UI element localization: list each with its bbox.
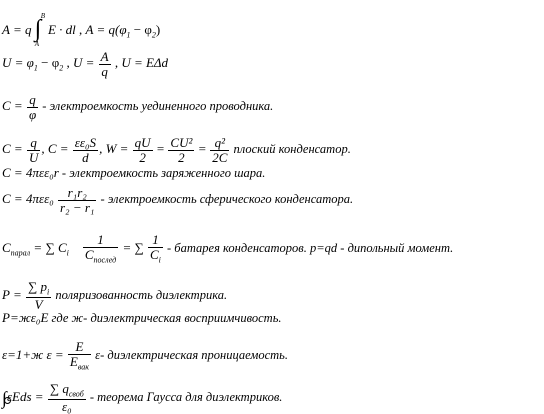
sub-series: послед (93, 255, 117, 265)
e-vac: E (69, 353, 78, 369)
numerator: εε₀S (74, 135, 97, 150)
fraction-one-over-cseries (83, 233, 118, 265)
separator: , C = (41, 141, 72, 157)
sum-ci: = ∑ C (30, 239, 67, 255)
formula-sphere (2, 166, 265, 180)
denominator: 2 (139, 149, 146, 165)
denominator: ε₀ (61, 398, 72, 414)
description: - батарея конденсаторов. p=qd - дипольный момент. (163, 240, 454, 255)
numerator: A (100, 49, 109, 64)
integral-sign: ∫ B A (34, 12, 46, 48)
numerator: q (27, 136, 40, 151)
sub-vac: вак (77, 362, 90, 372)
denominator: 2C (212, 149, 228, 165)
equals: = (153, 141, 168, 157)
sphere-capacitance: C = 4πεε₀r (2, 165, 59, 180)
denominator: q (101, 63, 108, 79)
voltage-sep: , U = (63, 55, 98, 71)
formula-susceptibility (2, 311, 282, 325)
numerator (26, 280, 51, 298)
contour-integral-sign: ∫ (2, 387, 7, 408)
description: - электроемкость заряженного шара. (58, 166, 266, 180)
denominator (68, 355, 91, 372)
c-series: C (84, 246, 94, 262)
formula-isolated-capacitance (2, 93, 273, 121)
fraction-qu (133, 136, 153, 164)
lower-bound: A (34, 40, 40, 48)
numerator: r₁r₂ (58, 186, 96, 201)
fraction-q2 (210, 136, 229, 164)
formula-spherical-capacitor (2, 186, 353, 214)
fraction-a-over-q (99, 50, 111, 78)
sub-free: своб (68, 389, 84, 399)
sum-p: ∑ p (27, 279, 48, 294)
formula-battery (2, 233, 453, 265)
description: ε- диэлектрическая проницаемость. (92, 347, 288, 362)
minus-phi: − φ (130, 21, 152, 37)
formula-work-line (2, 12, 161, 48)
formula-gauss (2, 382, 282, 414)
numerator: 1 (83, 233, 118, 248)
sub-parallel: парал (10, 248, 31, 258)
upper-bound: B (40, 12, 46, 20)
close-paren: ) (155, 21, 161, 37)
c-i: C (149, 246, 159, 262)
minus-phi: − φ (37, 55, 60, 71)
formula-plate-capacitor (2, 136, 351, 164)
sub-i: i (158, 255, 161, 265)
denominator (83, 248, 118, 265)
voltage-field: , U = EΔd (111, 55, 169, 71)
fraction-sum-p-over-v (26, 280, 51, 312)
numerator: 1 (148, 233, 163, 248)
denominator: r₂ − r₁ (59, 199, 95, 215)
fraction-q-over-u (27, 136, 40, 164)
description: - электроемкость уединенного проводника. (39, 99, 274, 114)
capacitance-lhs: C = (2, 98, 26, 114)
description: - теорема Гаусса для диэлектриков. (86, 389, 283, 404)
description: плоский конденсатор. (230, 142, 351, 157)
c-parallel: C (2, 239, 11, 255)
sum: = ∑ (119, 239, 147, 255)
integrand: E · dl (47, 21, 76, 37)
capacitance-lhs: C = (2, 141, 26, 157)
fraction-cu2 (168, 136, 194, 164)
numerator: qU (134, 135, 151, 150)
sub-i: i (47, 287, 50, 297)
fraction-plate (73, 136, 98, 164)
sub-2: 2 (59, 63, 64, 73)
numerator: CU² (170, 135, 193, 150)
numerator: q² (210, 136, 229, 151)
sub-1: 1 (126, 30, 131, 40)
fraction-radii (58, 186, 96, 214)
voltage-lhs: U = φ (2, 55, 34, 71)
denominator: V (34, 296, 43, 312)
sub-i: i (66, 248, 69, 258)
gauss-integrand: εEds = (6, 388, 47, 404)
fraction-one-over-ci (148, 233, 163, 265)
capacitance-lhs: C = 4πεε₀ (2, 191, 57, 207)
energy-lhs: , W = (99, 141, 132, 157)
denominator: d (82, 149, 89, 165)
fraction-sum-q-over-eps0 (48, 382, 86, 414)
numerator (48, 382, 86, 400)
susceptibility-formula: P=жε₀E (2, 310, 49, 325)
polarization-lhs: P = (2, 286, 25, 302)
description: - электроемкость сферического конденсатора. (97, 192, 354, 207)
formula-voltage-line (2, 50, 168, 78)
numerator: E (68, 340, 91, 355)
sum-q: ∑ q (49, 381, 69, 396)
fraction-q-over-phi (27, 93, 38, 121)
numerator: q (27, 93, 38, 108)
description: где ж- диэлектрическая восприимчивость. (48, 311, 282, 325)
permittivity-formula: ε=1+ж ε = (2, 346, 67, 362)
denominator: φ (28, 106, 37, 122)
denominator: 2 (178, 149, 185, 165)
sub-1: 1 (33, 63, 38, 73)
formula-polarization (2, 280, 227, 312)
separator: , (75, 21, 86, 37)
work-integral-lhs: A = q (2, 21, 32, 37)
sub-2: 2 (151, 30, 156, 40)
formula-permittivity (2, 340, 288, 372)
denominator (148, 248, 163, 265)
fraction-e-over-evac (68, 340, 91, 372)
denominator: U (28, 149, 39, 165)
work-potential: A = q(φ (85, 21, 127, 37)
equals: = (195, 141, 210, 157)
description: поляризованность диэлектрика. (52, 287, 228, 302)
